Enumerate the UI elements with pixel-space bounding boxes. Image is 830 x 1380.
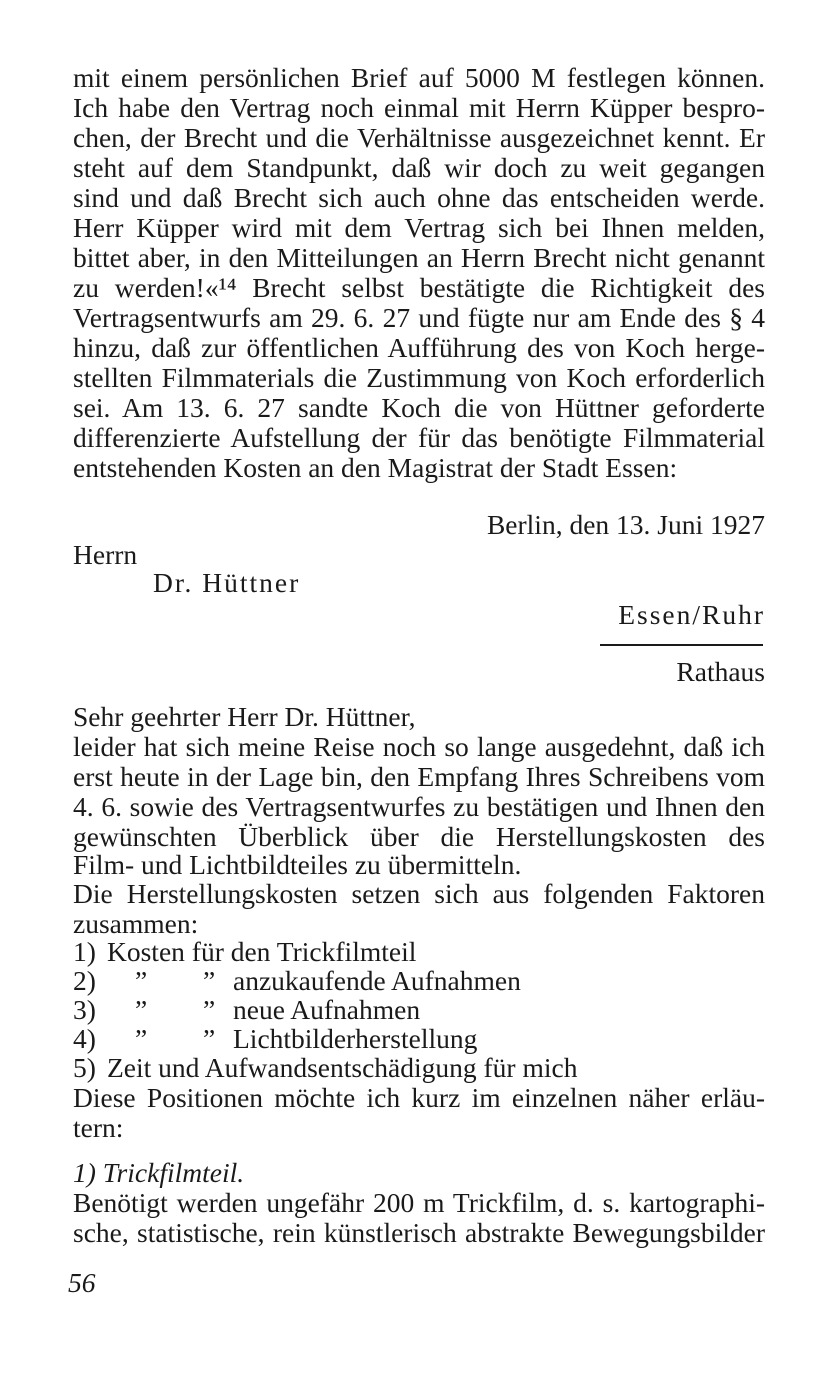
- text-line: Ich habe den Vertrag noch einmal mit Herrn Küpper bespro-: [73, 92, 765, 123]
- text-line: 4. 6. sowie des Vertragsentwurfes zu bestätigen und Ihnen den: [73, 791, 765, 822]
- text-line: Benötigt werden ungefähr 200 m Trickfilm, d. s. kartographi-: [73, 1187, 765, 1218]
- address-underline: [600, 644, 763, 646]
- letter-recipient-salutation: Herrn: [73, 539, 138, 570]
- letter-recipient-building: Rathaus: [676, 656, 765, 687]
- text-line: erst heute in der Lage bin, den Empfang Ihres Schreibens vom: [73, 761, 765, 792]
- ditto-mark: ”: [135, 994, 148, 1025]
- item-text: anzukaufende Aufnahmen: [233, 965, 521, 996]
- text-line: Film- und Lichtbildteiles zu übermitteln.: [73, 849, 522, 880]
- ditto-mark: ”: [135, 1023, 148, 1054]
- letter-recipient-name: Dr. Hüttner: [153, 567, 301, 598]
- text-line: sind und daß Brecht sich auch ohne das entscheiden werde.: [73, 182, 765, 213]
- text-line: Herr Küpper wird mit dem Vertrag sich bei Ihnen melden,: [73, 212, 765, 243]
- text-line: gewünschten Überblick über die Herstellungskosten des: [73, 821, 765, 852]
- item-number: 4): [73, 1023, 96, 1054]
- letter-place-date: Berlin, den 13. Juni 1927: [486, 509, 765, 540]
- item-text: Kosten für den Trickfilmteil: [107, 936, 417, 967]
- item-text: Zeit und Aufwandsentschädigung für mich: [107, 1052, 578, 1083]
- text-line: sche, statistische, rein künstlerisch abstrakte Bewegungsbilder: [73, 1217, 765, 1248]
- section-heading: 1) Trickfilmteil.: [73, 1157, 245, 1188]
- text-line: stellten Filmmaterials die Zustimmung von Koch erforderlich: [73, 362, 765, 393]
- item-text: neue Aufnahmen: [233, 994, 421, 1025]
- ditto-mark: ”: [203, 1023, 216, 1054]
- text-line: hinzu, daß zur öffentlichen Aufführung des von Koch herge-: [73, 332, 765, 363]
- text-line: zu werden!«¹⁴ Brecht selbst bestätigte die Richtigkeit des: [73, 272, 765, 303]
- text-line: sei. Am 13. 6. 27 sandte Koch die von Hüttner geforderte: [73, 392, 765, 423]
- ditto-mark: ”: [135, 965, 148, 996]
- letter-greeting: Sehr geehrter Herr Dr. Hüttner,: [73, 701, 416, 732]
- text-line: bittet aber, in den Mitteilungen an Herrn Brecht nicht genannt: [73, 242, 765, 273]
- letter-recipient-city: Essen/Ruhr: [618, 599, 765, 630]
- item-number: 2): [73, 965, 96, 996]
- text-line: Diese Positionen möchte ich kurz im einzelnen näher erläu-: [73, 1082, 765, 1113]
- ditto-mark: ”: [203, 965, 216, 996]
- text-line: mit einem persönlichen Brief auf 5000 M festlegen können.: [73, 62, 765, 93]
- item-number: 1): [73, 936, 96, 967]
- text-line: Die Herstellungskosten setzen sich aus folgenden Faktoren: [73, 878, 765, 909]
- text-line: tern:: [73, 1112, 124, 1143]
- text-line: Vertragsentwurfs am 29. 6. 27 und fügte nur am Ende des § 4: [73, 302, 765, 333]
- text-line: entstehenden Kosten an den Magistrat der Stadt Essen:: [73, 452, 678, 483]
- text-line: leider hat sich meine Reise noch so lange ausgedehnt, daß ich: [73, 731, 765, 762]
- item-text: Lichtbilderherstellung: [233, 1023, 478, 1054]
- item-number: 5): [73, 1052, 96, 1083]
- text-line: chen, der Brecht und die Verhältnisse ausgezeichnet kennt. Er: [73, 122, 765, 153]
- ditto-mark: ”: [203, 994, 216, 1025]
- text-line: zusammen:: [73, 908, 199, 939]
- text-line: steht auf dem Standpunkt, daß wir doch zu weit gegangen: [73, 152, 765, 183]
- text-line: differenzierte Aufstellung der für das benötigte Filmmaterial: [73, 422, 765, 453]
- page-number: 56: [68, 1267, 96, 1298]
- item-number: 3): [73, 994, 96, 1025]
